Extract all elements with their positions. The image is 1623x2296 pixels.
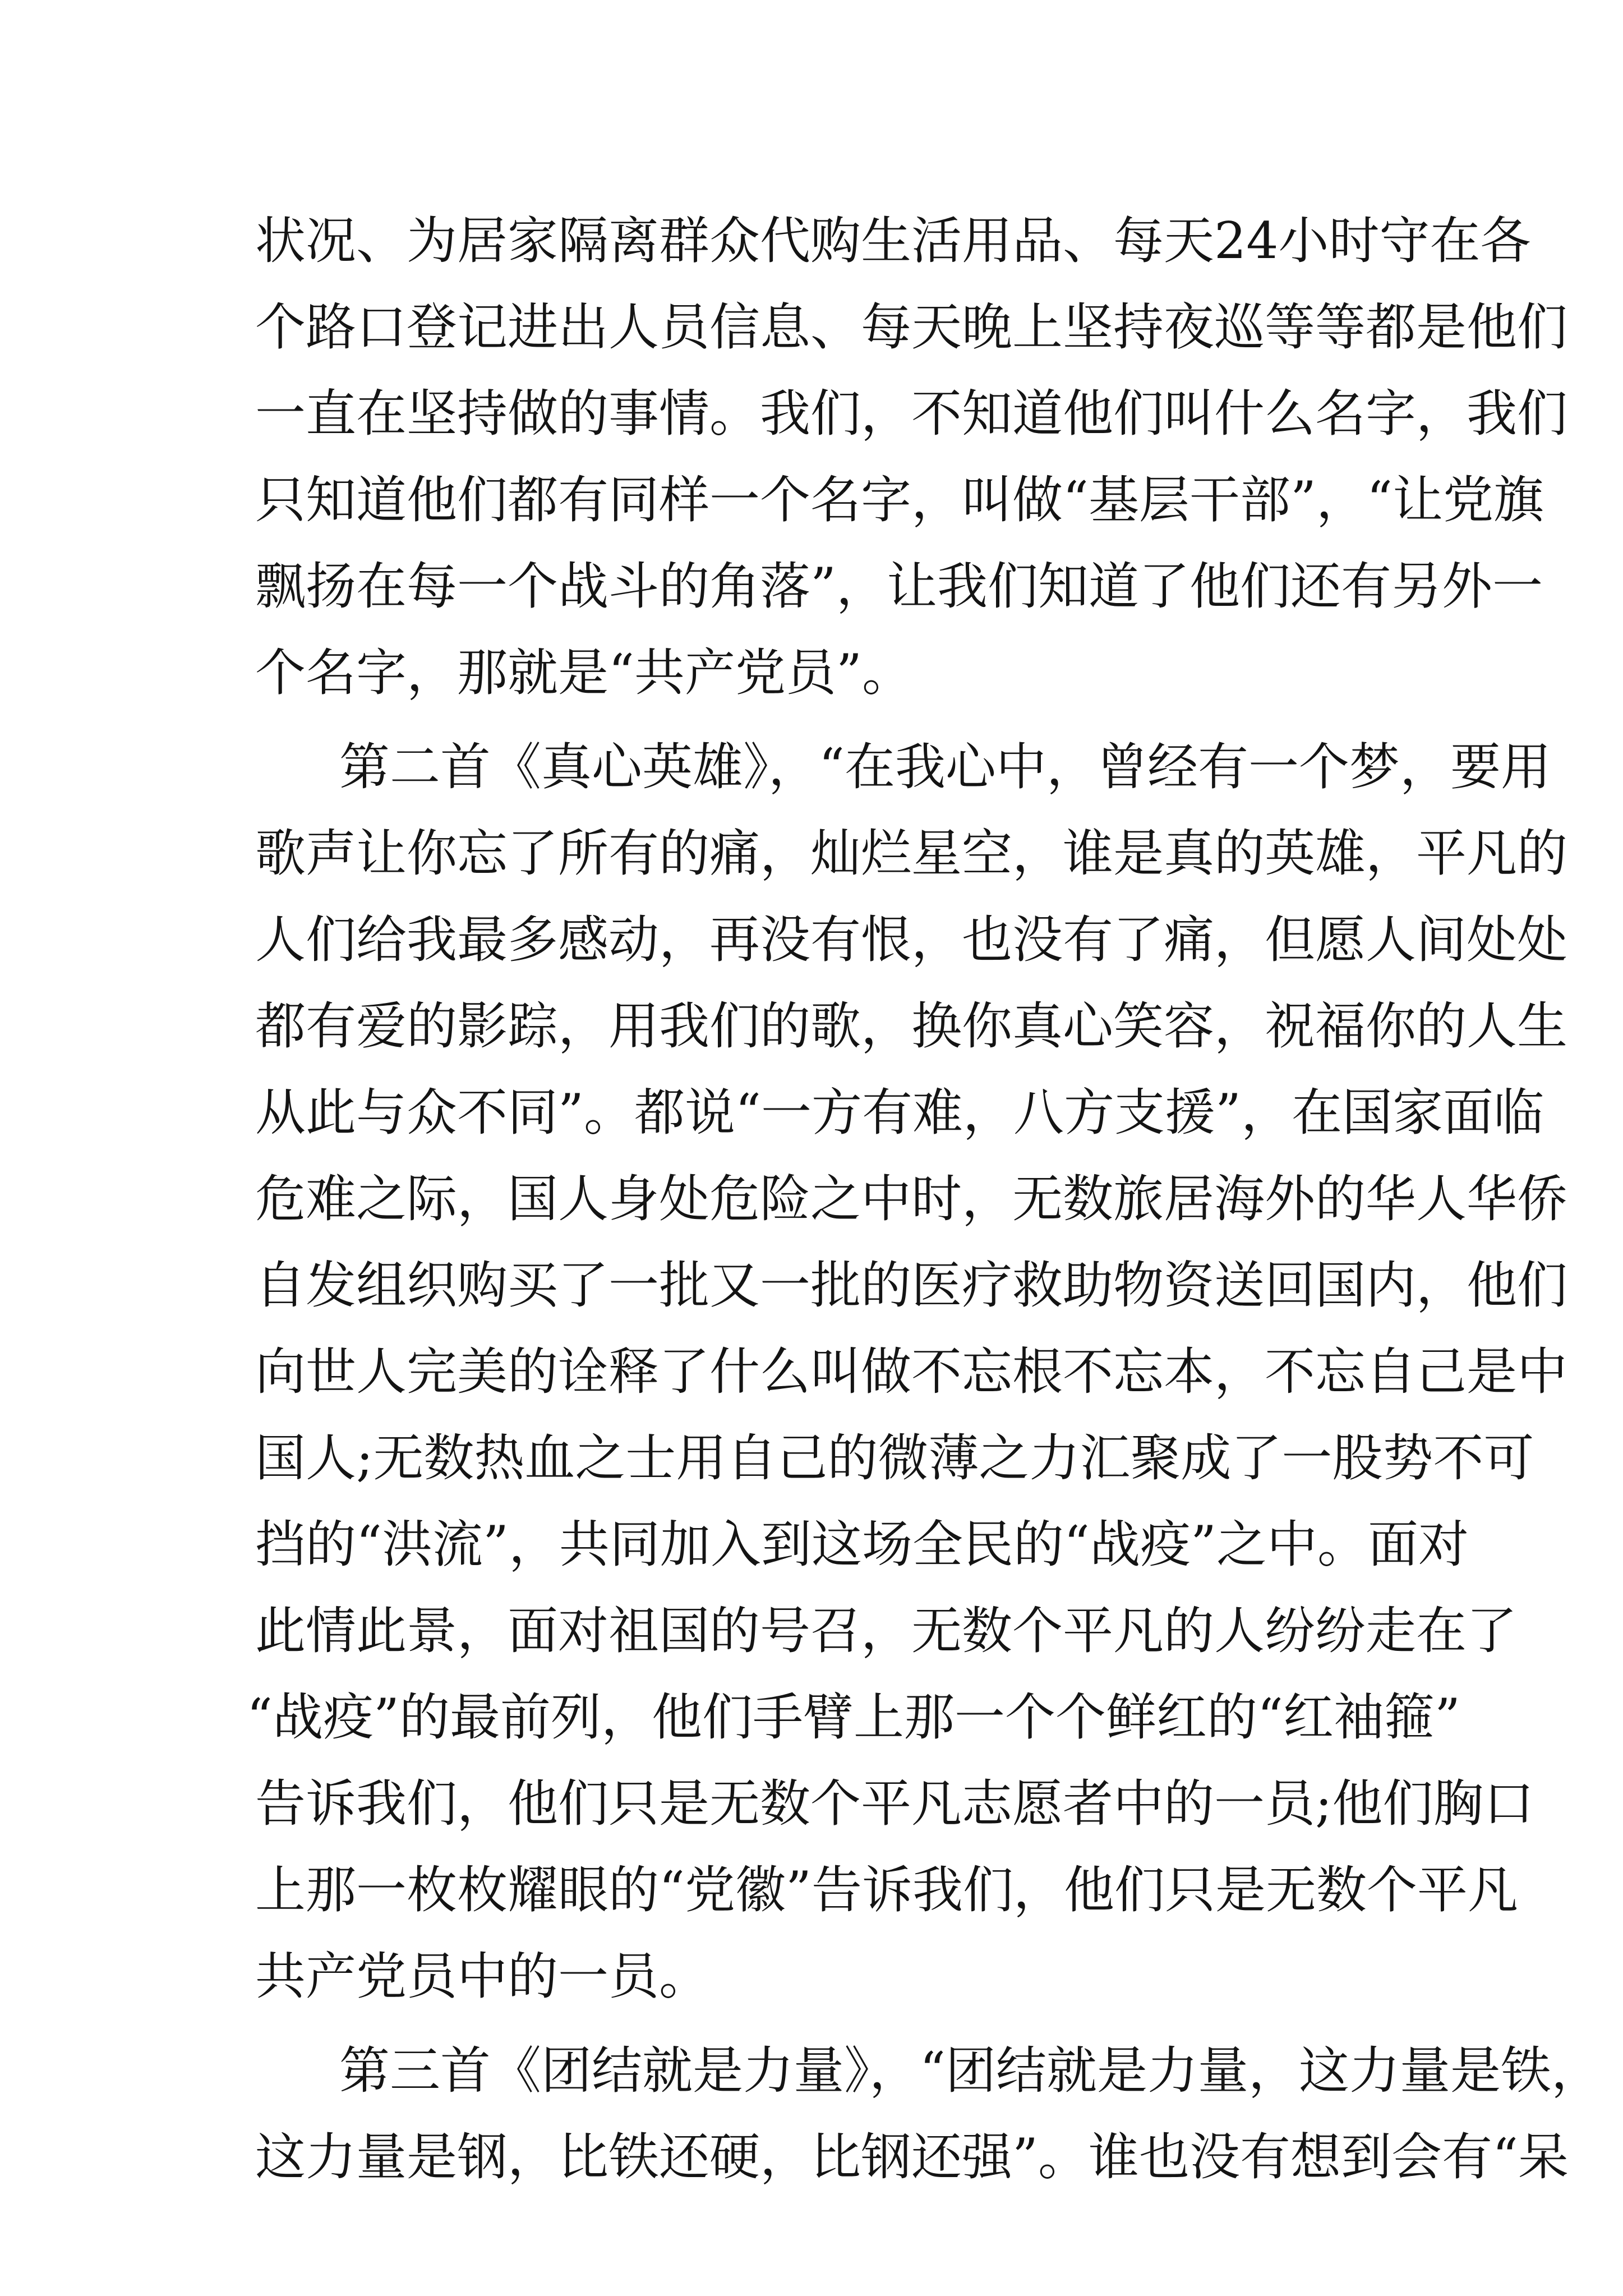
text-line: 一直在坚持做的事情。我们，不知道他们叫什么名字，我们 bbox=[255, 384, 1567, 443]
text-line: 向世人完美的诠释了什么叫做不忘根不忘本，不忘自己是中 bbox=[255, 1342, 1567, 1401]
text-line: 人们给我最多感动，再没有恨，也没有了痛，但愿人间处处 bbox=[255, 910, 1567, 969]
text-line: 挡的“洪流”，共同加入到这场全民的“战疫”之中。面对 bbox=[255, 1515, 1469, 1574]
text-line: 国人;无数热血之士用自己的微薄之力汇聚成了一股势不可 bbox=[255, 1429, 1534, 1488]
text-line: 从此与众不同”。都说“一方有难，八方支援”，在国家面临 bbox=[255, 1083, 1544, 1142]
text-line: 告诉我们，他们只是无数个平凡志愿者中的一员;他们胸口 bbox=[255, 1774, 1534, 1833]
text-line: 飘扬在每一个战斗的角落”，让我们知道了他们还有另外一 bbox=[255, 557, 1543, 616]
text-line: 这力量是钢，比铁还硬，比钢还强”。谁也没有想到会有“呆 bbox=[255, 2128, 1569, 2187]
text-line: 此情此景，面对祖国的号召，无数个平凡的人纷纷走在了 bbox=[255, 1602, 1517, 1660]
paragraph-first-line: 第二首《真心英雄》，“在我心中，曾经有一个梦，要用 bbox=[339, 738, 1552, 797]
text-line: 上那一枚枚耀眼的“党徽”告诉我们，他们只是无数个平凡 bbox=[255, 1861, 1519, 1920]
text-line: 个名字，那就是“共产党员”。 bbox=[255, 643, 913, 702]
text-line: 危难之际，国人身处危险之中时，无数旅居海外的华人华侨 bbox=[255, 1170, 1567, 1228]
text-line: 都有爱的影踪，用我们的歌，换你真心笑容，祝福你的人生 bbox=[255, 997, 1567, 1056]
text-line: 个路口登记进出人员信息、每天晚上坚持夜巡等等都是他们 bbox=[255, 298, 1567, 357]
text-line: 状况、为居家隔离群众代购生活用品、每天24小时守在各 bbox=[255, 211, 1531, 270]
text-line: 歌声让你忘了所有的痛，灿烂星空，谁是真的英雄，平凡的 bbox=[255, 824, 1567, 883]
paragraph-first-line: 第三首《团结就是力量》，“团结就是力量，这力量是铁， bbox=[339, 2041, 1602, 2100]
text-line: 共产党员中的一员。 bbox=[255, 1947, 709, 2006]
text-line: “战疫”的最前列，他们手臂上那一个个鲜红的“红袖箍” bbox=[247, 1688, 1461, 1747]
text-line bbox=[255, 2210, 1371, 2277]
text-line: 自发组织购买了一批又一批的医疗救助物资送回国内，他们 bbox=[255, 1256, 1567, 1315]
text-line: 只知道他们都有同样一个名字，叫做“基层干部”，“让党旗 bbox=[255, 471, 1544, 530]
